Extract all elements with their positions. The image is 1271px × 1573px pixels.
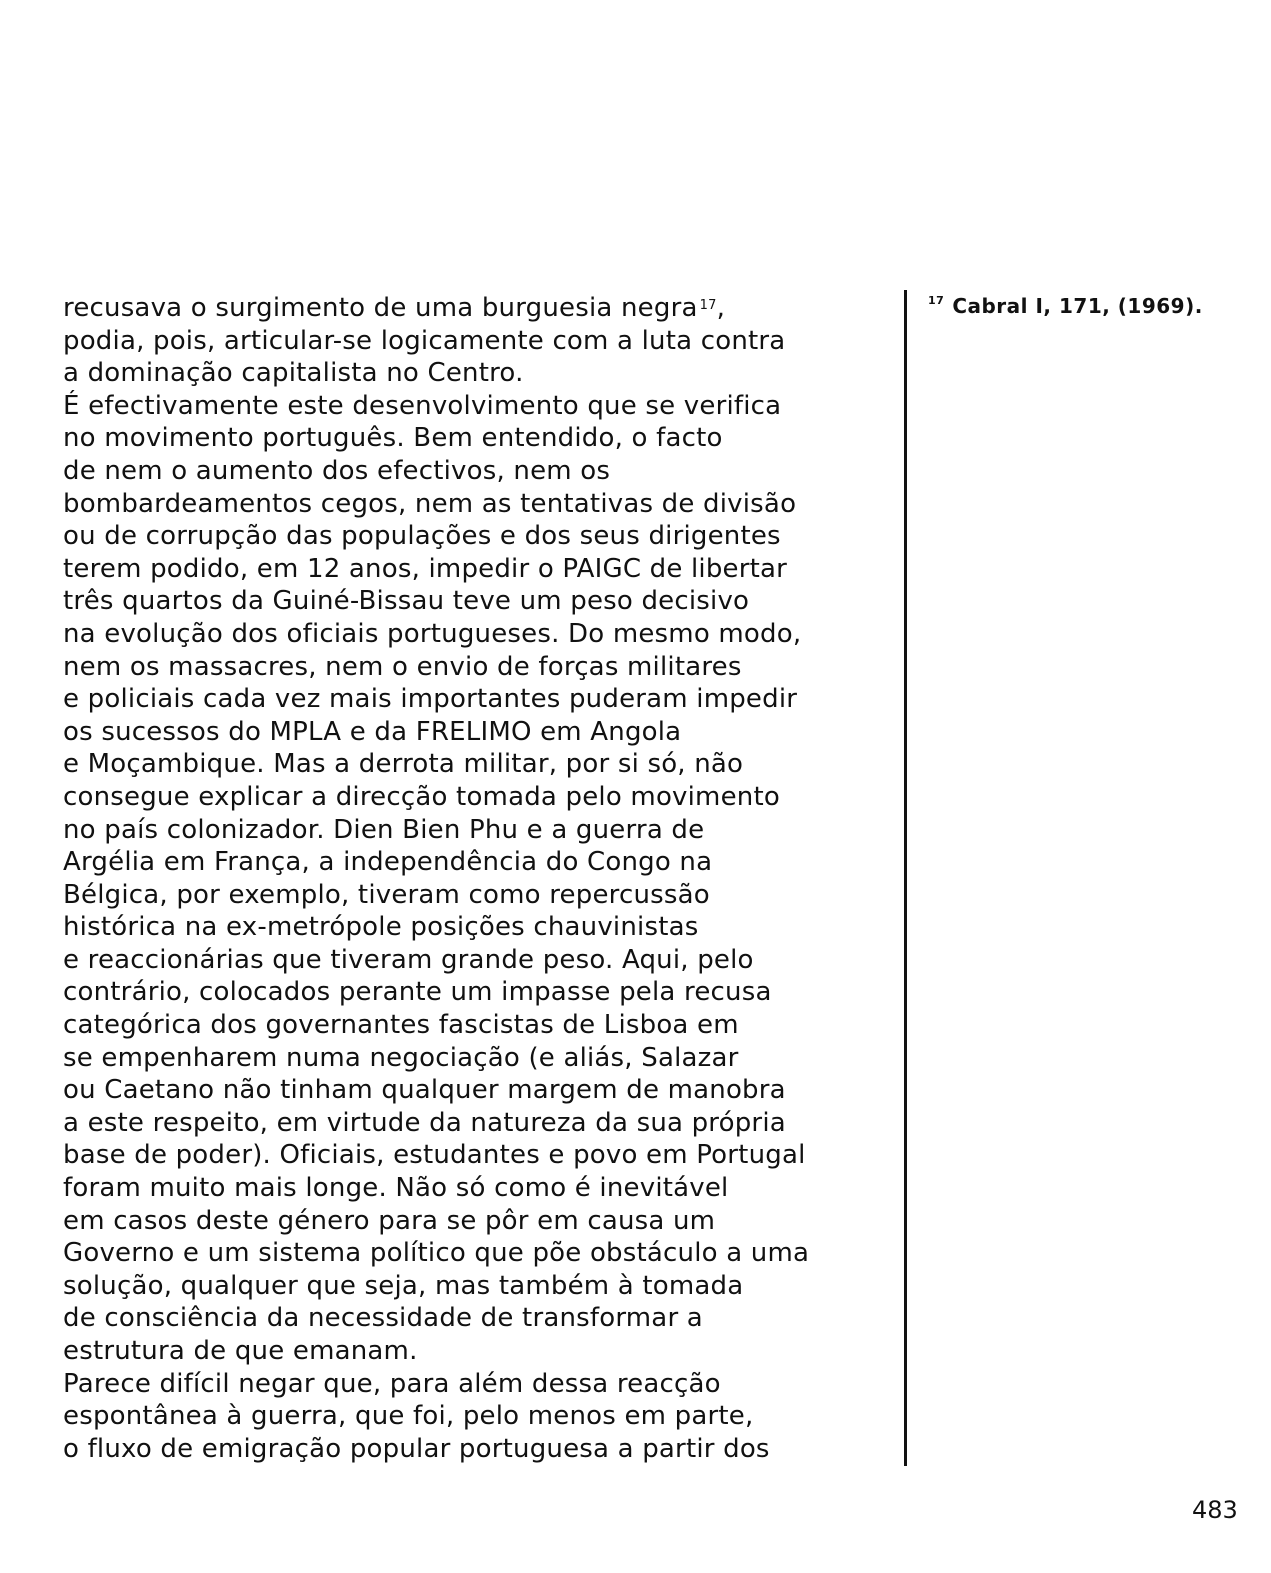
text-line: se empenharem numa negociação (e aliás, Salazar <box>63 1042 739 1073</box>
text-line: bombardeamentos cegos, nem as tentativas de divisão <box>63 488 797 519</box>
text-line: Bélgica, por exemplo, tiveram como repercussão <box>63 879 710 910</box>
text-line: a este respeito, em virtude da natureza da sua própria <box>63 1107 786 1138</box>
text-line: Parece difícil negar que, para além dessa reacção <box>63 1368 721 1399</box>
footnote-number: 17 <box>928 294 945 307</box>
text-line: ou Caetano não tinham qualquer margem de manobra <box>63 1075 786 1106</box>
text-line: terem podido, em 12 anos, impedir o PAIGC de libertar <box>63 553 788 584</box>
text-line: solução, qualquer que seja, mas também à tomada <box>63 1270 744 1301</box>
text-line: a dominação capitalista no Centro. <box>63 358 524 389</box>
text-line: É efectivamente este desenvolvimento que se verifica <box>63 390 782 421</box>
text-line: na evolução dos oficiais portugueses. Do mesmo modo, <box>63 618 802 649</box>
footnote-text: Cabral I, 171, (1969). <box>952 294 1203 318</box>
text-line: consegue explicar a direcção tomada pelo movimento <box>63 781 780 812</box>
text-line: contrário, colocados perante um impasse pela recusa <box>63 977 772 1008</box>
text-line: no movimento português. Bem entendido, o facto <box>63 423 723 454</box>
text-line: estrutura de que emanam. <box>63 1336 418 1366</box>
text-line: de nem o aumento dos efectivos, nem os <box>63 455 611 486</box>
text-line: e policiais cada vez mais importantes puderam impedir <box>63 684 798 715</box>
margin-rule <box>904 290 907 1466</box>
text-line: três quartos da Guiné-Bissau teve um peso decisivo <box>63 586 750 617</box>
text-line: espontânea à guerra, que foi, pelo menos em parte, <box>63 1401 754 1432</box>
page-number: 483 <box>1192 1496 1238 1524</box>
text-line: podia, pois, articular-se logicamente com a luta contra <box>63 325 786 356</box>
text-line <box>63 292 903 325</box>
text-line: histórica na ex-metrópole posições chauvinistas <box>63 912 699 943</box>
text-line: os sucessos do MPLA e da FRELIMO em Angola <box>63 716 682 747</box>
text-line: Argélia em França, a independência do Congo na <box>63 847 713 878</box>
text-line: e reaccionárias que tiveram grande peso. Aqui, pelo <box>63 944 754 975</box>
text-line: no país colonizador. Dien Bien Phu e a guerra de <box>63 814 705 845</box>
text-line: base de poder). Oficiais, estudantes e povo em Portugal <box>63 1140 806 1171</box>
text-line: o fluxo de emigração popular portuguesa a partir dos <box>63 1433 770 1464</box>
text-line: de consciência da necessidade de transformar a <box>63 1303 703 1334</box>
main-text <box>63 292 903 1465</box>
text-line: foram muito mais longe. Não só como é inevitável <box>63 1173 729 1204</box>
text-line: categórica dos governantes fascistas de Lisboa em <box>63 1010 739 1041</box>
text-line-punctuation: , <box>716 293 726 323</box>
footnote-reference: 17 <box>699 298 717 313</box>
text-line: ou de corrupção das populações e dos seus dirigentes <box>63 521 781 552</box>
text-line: nem os massacres, nem o envio de forças militares <box>63 651 742 682</box>
footnote <box>928 294 1203 318</box>
text-line-content: recusava o surgimento de uma burguesia negra <box>63 293 698 323</box>
text-line: em casos deste género para se pôr em causa um <box>63 1205 716 1236</box>
text-line: e Moçambique. Mas a derrota militar, por si só, não <box>63 749 744 780</box>
text-line: Governo e um sistema político que põe obstáculo a uma <box>63 1238 810 1269</box>
